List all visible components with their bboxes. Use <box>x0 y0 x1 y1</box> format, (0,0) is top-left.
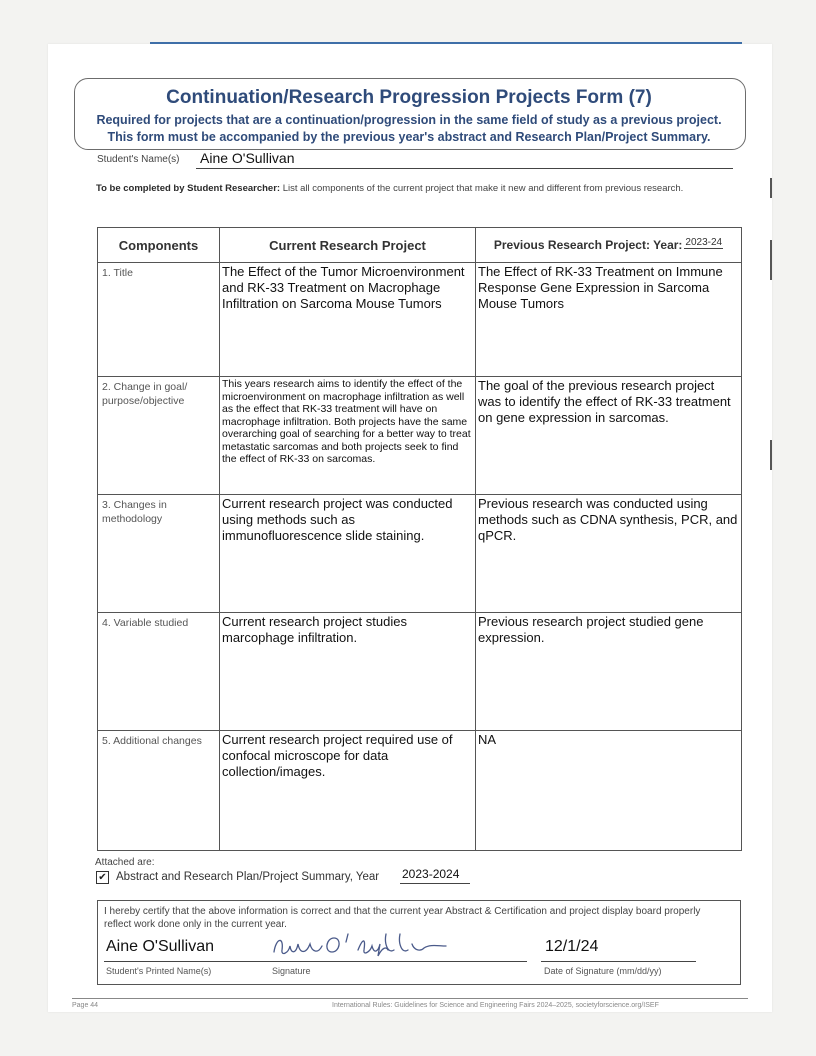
current-methodology-field[interactable]: Current research project was conducted using methods such as immunofluorescence slide staining. <box>222 496 453 543</box>
components-table <box>97 227 742 851</box>
form-title: Continuation/Research Progression Projects Form (7) <box>166 87 652 108</box>
printed-name-label: Student's Printed Name(s) <box>106 966 212 976</box>
signature-scribble <box>274 934 446 956</box>
current-additional-field[interactable]: Current research project required use of confocal microscope for data collection/images. <box>222 732 453 779</box>
table-row <box>98 495 742 613</box>
subtitle-line-2: This form must be accompanied by the previous year's abstract and Research Plan/Project Summary. <box>107 130 711 144</box>
abstract-checkbox[interactable]: ✔ <box>96 871 109 884</box>
header-previous <box>476 228 742 263</box>
previous-title-field[interactable]: The Effect of RK-33 Treatment on Immune Response Gene Expression in Sarcoma Mouse Tumors <box>478 264 723 311</box>
row-label-variable: 4. Variable studied <box>102 617 189 629</box>
footer-reference: International Rules: Guidelines for Science and Engineering Fairs 2024–2025, societyforscience.org/ISEF <box>332 1002 659 1009</box>
signature-field[interactable] <box>270 930 450 962</box>
scan-edge-mark <box>770 240 772 280</box>
footer-rule <box>72 998 748 999</box>
form-subtitle <box>74 112 744 146</box>
instructions-text: List all components of the current project that make it new and different from previous research. <box>280 183 684 194</box>
instructions-lead: To be completed by Student Researcher: <box>96 183 281 194</box>
previous-methodology-field[interactable]: Previous research was conducted using methods such as CDNA synthesis, PCR, and qPCR. <box>478 496 738 543</box>
subtitle-line-1: Required for projects that are a continuation/progression in the same field of study as a previous project. <box>96 113 722 127</box>
date-underline <box>541 961 696 962</box>
current-title-field[interactable]: The Effect of the Tumor Microenvironment and RK-33 Treatment on Macrophage Infiltration on Sarcoma Mouse Tumors <box>222 264 465 311</box>
attached-year-field[interactable]: 2023-2024 <box>402 867 460 881</box>
table-header-row <box>98 228 742 263</box>
previous-variable-field[interactable]: Previous research project studied gene expression. <box>478 614 704 645</box>
printed-name-field[interactable]: Aine O'Sullivan <box>106 938 214 955</box>
attached-text: Abstract and Research Plan/Project Summary, Year <box>116 871 380 883</box>
instructions <box>96 183 716 195</box>
current-goal-field[interactable]: This years research aims to identify the effect of the microenvironment on macrophage infiltration as well as the effect that RK-33 treatment will have on macrophage infiltration. Both projects have the same overarching goal of searching for a better way to treat metastatic sarcomas and both projects seek to find the effect of RK-33 on sarcomas. <box>222 378 471 465</box>
attached-year-underline <box>400 883 470 884</box>
scan-edge-mark <box>770 178 772 198</box>
attached-label: Attached are: <box>95 857 155 868</box>
date-label: Date of Signature (mm/dd/yy) <box>544 966 662 976</box>
table-row <box>98 613 742 731</box>
row-label-title: 1. Title <box>102 267 133 279</box>
footer-page-number: Page 44 <box>72 1002 99 1009</box>
previous-goal-field[interactable]: The goal of the previous research project was to identify the effect of RK-33 treatment on gene expression in sarcomas. <box>478 378 731 425</box>
previous-year-field[interactable]: 2023-24 <box>685 237 723 248</box>
signature-underline <box>104 961 527 962</box>
row-label-additional: 5. Additional changes <box>102 735 202 747</box>
student-name-underline <box>196 168 733 169</box>
previous-additional-field[interactable]: NA <box>478 732 497 747</box>
table-row <box>98 377 742 495</box>
top-rule <box>150 42 742 44</box>
table-row <box>98 263 742 377</box>
signature-date-field[interactable]: 12/1/24 <box>545 938 599 955</box>
student-name-label: Student's Name(s) <box>97 154 180 165</box>
current-variable-field[interactable]: Current research project studies marcophage infiltration. <box>222 614 407 645</box>
signature-label: Signature <box>272 966 311 976</box>
header-previous-label: Previous Research Project: Year: <box>493 238 683 252</box>
certification-text: I hereby certify that the above information is correct and that the current year Abstract & Certification and project display board properly reflect work done only in the current year. <box>104 906 701 930</box>
student-name-field[interactable]: Aine O'Sullivan <box>200 150 295 166</box>
header-current: Current Research Project <box>220 228 476 263</box>
table-row <box>98 731 742 851</box>
row-label-methodology: 3. Changes in methodology <box>102 499 167 525</box>
header-components: Components <box>98 228 220 263</box>
row-label-goal: 2. Change in goal/ purpose/objective <box>102 381 188 407</box>
scan-edge-mark <box>770 440 772 470</box>
